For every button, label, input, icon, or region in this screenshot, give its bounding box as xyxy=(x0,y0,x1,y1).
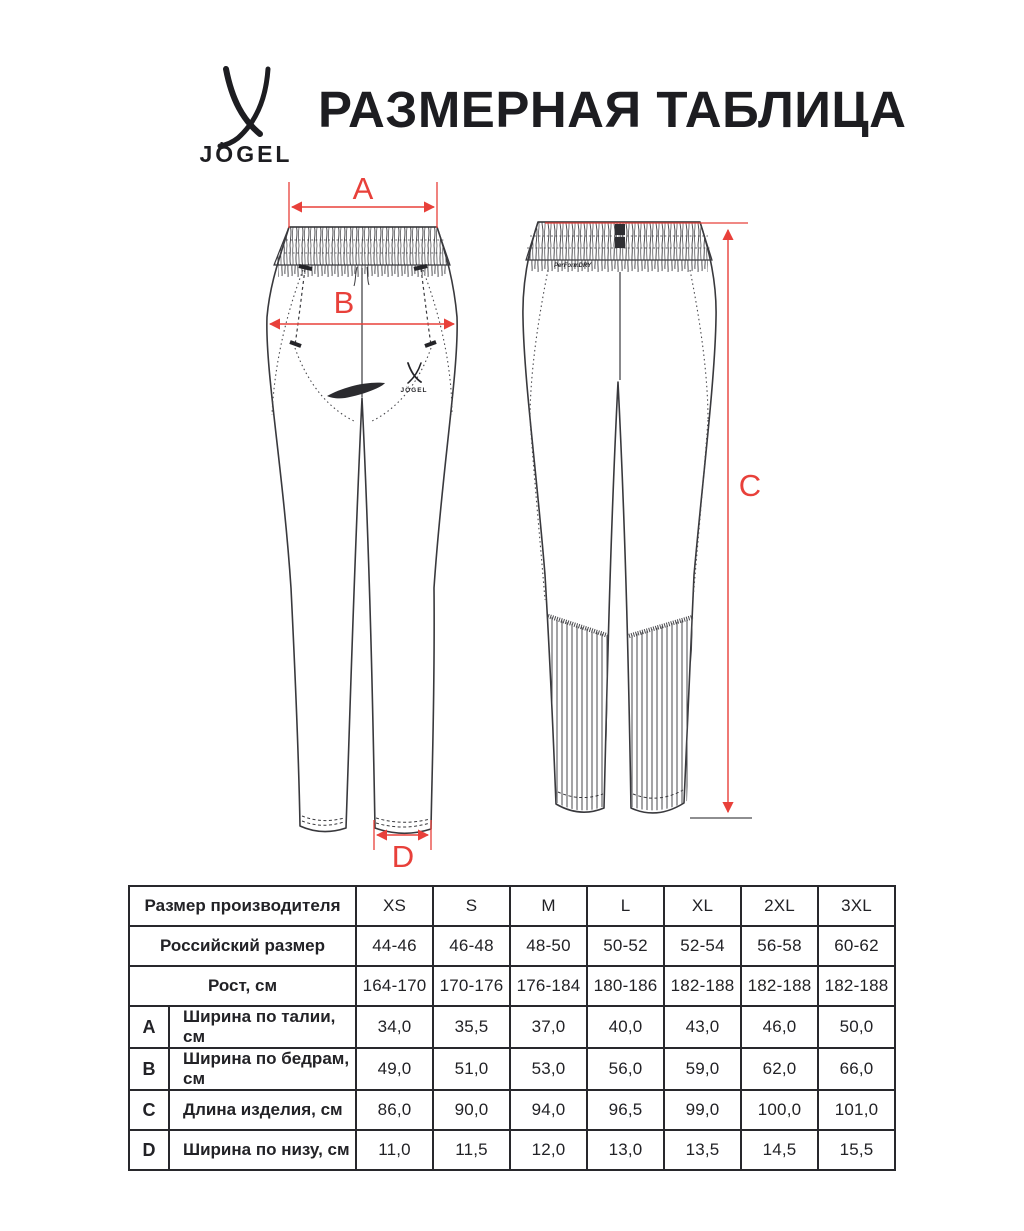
table-cell: 15,5 xyxy=(818,1130,895,1170)
table-cell: 34,0 xyxy=(356,1006,433,1048)
back-waistband-tab2 xyxy=(615,237,625,248)
back-rib-left xyxy=(548,616,609,810)
table-cell: 164-170 xyxy=(356,966,433,1006)
table-cell: 101,0 xyxy=(818,1090,895,1130)
table-cell: 59,0 xyxy=(664,1048,741,1090)
row-letter: A xyxy=(129,1006,169,1048)
table-cell: 56,0 xyxy=(587,1048,664,1090)
pants-diagram xyxy=(0,170,1024,880)
table-cell: 35,5 xyxy=(433,1006,510,1048)
table-cell: 2XL xyxy=(741,886,818,926)
dimension-a xyxy=(289,171,437,228)
table-cell: 48-50 xyxy=(510,926,587,966)
table-cell: 50-52 xyxy=(587,926,664,966)
table-cell: 56-58 xyxy=(741,926,818,966)
table-cell: 52-54 xyxy=(664,926,741,966)
table-cell: 60-62 xyxy=(818,926,895,966)
row-label: Ширина по низу, см xyxy=(169,1130,356,1170)
table-cell: 176-184 xyxy=(510,966,587,1006)
page-title: РАЗМЕРНАЯ ТАБЛИЦА xyxy=(318,81,907,138)
table-cell: 62,0 xyxy=(741,1048,818,1090)
pants-front-view xyxy=(267,227,457,833)
table-cell: 13,0 xyxy=(587,1130,664,1170)
table-cell: 37,0 xyxy=(510,1006,587,1048)
table-cell: 94,0 xyxy=(510,1090,587,1130)
table-cell: 44-46 xyxy=(356,926,433,966)
table-cell: XL xyxy=(664,886,741,926)
row-label: Рост, см xyxy=(129,966,356,1006)
row-letter: D xyxy=(129,1130,169,1170)
row-label: Длина изделия, см xyxy=(169,1090,356,1130)
table-cell: 49,0 xyxy=(356,1048,433,1090)
row-label: Размер производителя xyxy=(129,886,356,926)
table-cell: 11,5 xyxy=(433,1130,510,1170)
table-cell: 182-188 xyxy=(664,966,741,1006)
row-letter: C xyxy=(129,1090,169,1130)
table-cell: 182-188 xyxy=(818,966,895,1006)
table-cell: 182-188 xyxy=(741,966,818,1006)
size-table xyxy=(128,885,896,1171)
row-letter: B xyxy=(129,1048,169,1090)
dimension-label-b: B xyxy=(333,285,355,320)
row-label: Ширина по бедрам, см xyxy=(169,1048,356,1090)
table-row-bottom-width xyxy=(129,1130,895,1170)
dimension-label-a: A xyxy=(352,171,374,206)
dimension-label-d: D xyxy=(391,839,415,874)
table-row-waist-width xyxy=(129,1006,895,1048)
table-cell: 180-186 xyxy=(587,966,664,1006)
table-row-length xyxy=(129,1090,895,1130)
table-cell: 12,0 xyxy=(510,1130,587,1170)
table-cell: 46,0 xyxy=(741,1006,818,1048)
table-cell: 46-48 xyxy=(433,926,510,966)
back-waistband-tab xyxy=(615,224,625,235)
table-cell: 53,0 xyxy=(510,1048,587,1090)
table-cell: XS xyxy=(356,886,433,926)
table-cell: 100,0 xyxy=(741,1090,818,1130)
table-cell: 3XL xyxy=(818,886,895,926)
back-rib-right xyxy=(629,617,693,810)
table-cell: 43,0 xyxy=(664,1006,741,1048)
row-label: Российский размер xyxy=(129,926,356,966)
table-row-russian-size xyxy=(129,926,895,966)
table-cell: 90,0 xyxy=(433,1090,510,1130)
table-row-manufacturer-size xyxy=(129,886,895,926)
table-cell: S xyxy=(433,886,510,926)
table-cell: 96,5 xyxy=(587,1090,664,1130)
jogel-logo-icon xyxy=(180,62,320,170)
table-cell: 50,0 xyxy=(818,1006,895,1048)
table-cell: 66,0 xyxy=(818,1048,895,1090)
table-cell: 40,0 xyxy=(587,1006,664,1048)
table-cell: 51,0 xyxy=(433,1048,510,1090)
jogel-logo-wordmark: JÖGEL xyxy=(199,141,293,167)
dimension-label-c: C xyxy=(738,468,762,503)
table-cell: 14,5 xyxy=(741,1130,818,1170)
table-row-height xyxy=(129,966,895,1006)
table-row-hip-width xyxy=(129,1048,895,1090)
row-label: Ширина по талии, см xyxy=(169,1006,356,1048)
table-cell: 170-176 xyxy=(433,966,510,1006)
table-cell: 99,0 xyxy=(664,1090,741,1130)
tech-label: PerFormDRY xyxy=(554,263,592,269)
pants-logo-text: JÖGEL xyxy=(400,387,428,394)
front-waistband xyxy=(274,227,450,265)
table-cell: 11,0 xyxy=(356,1130,433,1170)
table-cell: 13,5 xyxy=(664,1130,741,1170)
pants-back-view xyxy=(523,222,716,813)
table-cell: M xyxy=(510,886,587,926)
table-cell: L xyxy=(587,886,664,926)
table-cell: 86,0 xyxy=(356,1090,433,1130)
